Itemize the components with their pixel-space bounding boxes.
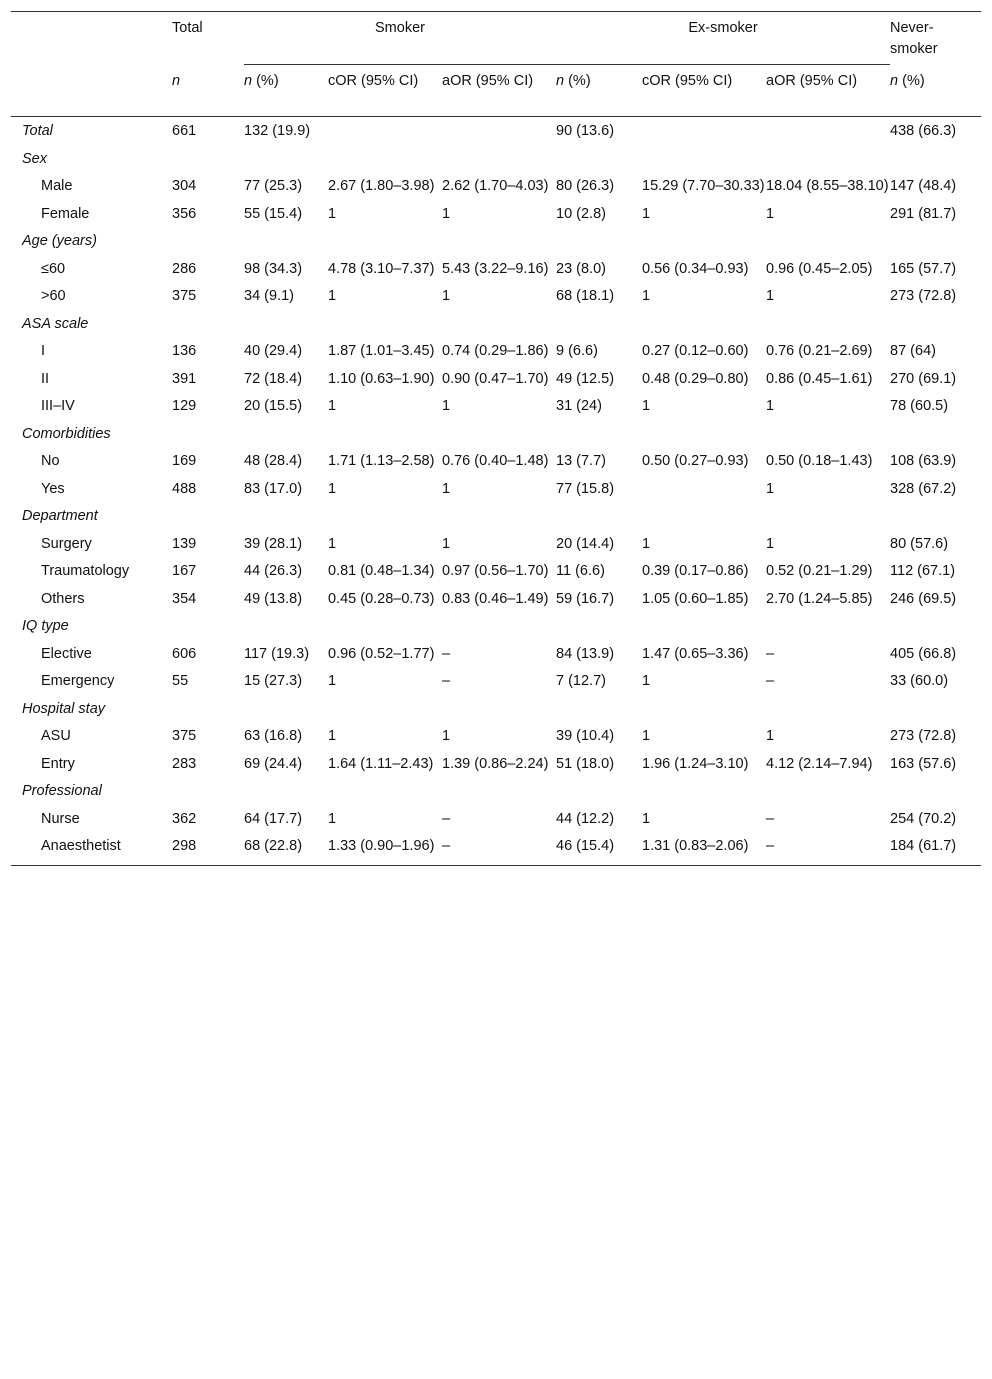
table-cell: 10 (2.8) — [556, 205, 606, 222]
table-cell: 1.87 (1.01–3.45) — [328, 343, 435, 359]
table-cell: 169 — [172, 453, 197, 469]
table-cell: 63 (16.8) — [244, 728, 303, 744]
table-header — [11, 12, 981, 117]
table-cell: 0.81 (0.48–1.34) — [328, 563, 435, 579]
table-cell: 254 (70.2) — [890, 810, 957, 827]
table-cell: 87 (64) — [890, 343, 936, 359]
table-cell: 40 (29.4) — [244, 343, 303, 359]
table-cell: 0.52 (0.21–1.29) — [766, 563, 873, 579]
table-cell: 136 — [172, 343, 197, 359]
table-cell: 283 — [172, 755, 197, 772]
table-cell: 1.05 (0.60–1.85) — [642, 590, 749, 607]
row-label: I — [41, 343, 46, 359]
table-cell: 356 — [172, 205, 197, 222]
table-cell: 64 (17.7) — [244, 810, 303, 827]
header-smoker: Smoker — [244, 12, 556, 65]
header-exsmoker-aor: aOR (95% CI) — [766, 73, 858, 89]
header-total: Total — [172, 20, 203, 36]
table-row — [11, 722, 981, 750]
table-cell: 51 (18.0) — [556, 755, 615, 772]
row-label: Others — [41, 590, 85, 607]
table-cell: 1 — [442, 480, 451, 497]
table-cell: 165 (57.7) — [890, 260, 957, 277]
row-label: Total — [22, 123, 53, 139]
results-table-container — [11, 11, 981, 866]
table-cell: 1 — [328, 535, 337, 552]
table-cell: 59 (16.7) — [556, 590, 615, 607]
table-cell: 139 — [172, 535, 197, 552]
table-cell: 0.27 (0.12–0.60) — [642, 343, 749, 359]
table-row — [11, 392, 981, 420]
table-cell: 0.74 (0.29–1.86) — [442, 343, 549, 359]
table-cell: 1 — [328, 480, 337, 497]
header-smoker-cor: cOR (95% CI) — [328, 73, 419, 89]
table-cell: 55 (15.4) — [244, 205, 303, 222]
table-cell: 0.45 (0.28–0.73) — [328, 590, 435, 607]
table-cell: 661 — [172, 123, 197, 139]
table-cell: 48 (28.4) — [244, 453, 303, 469]
results-table — [11, 11, 981, 866]
table-cell: 1 — [766, 480, 775, 497]
table-cell: 4.78 (3.10–7.37) — [328, 260, 435, 277]
row-label: Yes — [41, 480, 65, 497]
table-cell: 78 (60.5) — [890, 398, 949, 414]
table-cell: 68 (22.8) — [244, 838, 303, 854]
table-row — [11, 805, 981, 833]
table-row — [11, 200, 981, 228]
table-row — [11, 585, 981, 613]
table-cell: 291 (81.7) — [890, 205, 957, 222]
table-cell: 132 (19.9) — [244, 123, 311, 139]
table-cell: 108 (63.9) — [890, 453, 957, 469]
table-cell: 15.29 (7.70–30.33) — [642, 178, 765, 194]
table-cell: 44 (12.2) — [556, 810, 615, 827]
table-cell: 375 — [172, 728, 197, 744]
table-row — [11, 172, 981, 200]
table-cell: 84 (13.9) — [556, 645, 615, 662]
table-body — [11, 117, 981, 866]
header-never-smoker: Never-smoker — [890, 20, 938, 57]
table-cell: 7 (12.7) — [556, 673, 606, 689]
table-cell: 0.39 (0.17–0.86) — [642, 563, 749, 579]
table-row — [11, 640, 981, 668]
row-label: II — [41, 370, 50, 387]
table-cell: 1 — [442, 288, 451, 304]
table-row — [11, 832, 981, 865]
row-label: Elective — [41, 645, 92, 662]
table-cell: 0.86 (0.45–1.61) — [766, 370, 873, 387]
table-cell: 31 (24) — [556, 398, 602, 414]
table-cell: 80 (26.3) — [556, 178, 615, 194]
header-smoker-n-pct: n (%) — [244, 73, 279, 89]
group-row — [11, 310, 981, 338]
table-cell: 39 (10.4) — [556, 728, 615, 744]
group-label: Hospital stay — [22, 700, 106, 717]
group-label: Comorbidities — [22, 425, 111, 442]
row-label: Emergency — [41, 673, 115, 689]
group-row — [11, 695, 981, 723]
table-cell: 23 (8.0) — [556, 260, 606, 277]
table-cell: 0.83 (0.46–1.49) — [442, 590, 549, 607]
table-cell: 1 — [766, 398, 775, 414]
table-cell: 1.96 (1.24–3.10) — [642, 755, 749, 772]
group-label: Sex — [22, 150, 47, 167]
table-cell: 0.56 (0.34–0.93) — [642, 260, 749, 277]
table-row — [11, 557, 981, 585]
table-cell: 286 — [172, 260, 197, 277]
table-cell: 0.50 (0.27–0.93) — [642, 453, 749, 469]
table-cell: 49 (12.5) — [556, 370, 615, 387]
table-cell: 270 (69.1) — [890, 370, 957, 387]
table-cell: – — [766, 838, 775, 854]
table-cell: 0.50 (0.18–1.43) — [766, 453, 873, 469]
table-cell: 55 — [172, 673, 189, 689]
table-cell: 13 (7.7) — [556, 453, 606, 469]
group-row — [11, 420, 981, 448]
table-cell: 1 — [766, 288, 775, 304]
row-label: Entry — [41, 755, 75, 772]
table-cell: 77 (15.8) — [556, 480, 615, 497]
table-cell: 129 — [172, 398, 197, 414]
row-label: ≤60 — [41, 260, 66, 277]
row-label: Anaesthetist — [41, 838, 121, 854]
table-row — [11, 282, 981, 310]
table-cell: 1.71 (1.13–2.58) — [328, 453, 435, 469]
table-cell: 117 (19.3) — [244, 645, 310, 662]
group-label: Department — [22, 508, 98, 524]
table-cell: 4.12 (2.14–7.94) — [766, 755, 873, 772]
group-row — [11, 612, 981, 640]
table-cell: 1 — [642, 288, 651, 304]
table-cell: 1.33 (0.90–1.96) — [328, 838, 435, 854]
row-label: Surgery — [41, 535, 92, 552]
row-label: Nurse — [41, 810, 80, 827]
table-cell: – — [766, 673, 775, 689]
header-blank-2 — [11, 65, 172, 117]
row-label: III–IV — [41, 398, 75, 414]
table-cell: 112 (67.1) — [890, 563, 956, 579]
table-cell: 72 (18.4) — [244, 370, 303, 387]
table-cell: 20 (14.4) — [556, 535, 615, 552]
table-cell: 1.31 (0.83–2.06) — [642, 838, 749, 854]
table-row — [11, 365, 981, 393]
table-cell: 0.76 (0.21–2.69) — [766, 343, 873, 359]
group-label: Age (years) — [22, 233, 97, 249]
table-cell: 2.70 (1.24–5.85) — [766, 590, 873, 607]
table-cell: 1 — [328, 398, 337, 414]
table-cell — [328, 117, 442, 145]
table-cell: 39 (28.1) — [244, 535, 303, 552]
table-cell: 167 — [172, 563, 197, 579]
table-cell: – — [442, 810, 451, 827]
table-cell: 488 — [172, 480, 197, 497]
header-exsmoker: Ex-smoker — [556, 12, 890, 65]
row-label: Male — [41, 178, 73, 194]
table-cell: 375 — [172, 288, 197, 304]
table-cell — [766, 117, 890, 145]
header-exsmoker-cor: cOR (95% CI) — [642, 73, 733, 89]
row-label: No — [41, 453, 60, 469]
table-cell: 1.64 (1.11–2.43) — [328, 755, 434, 772]
table-cell: 1 — [642, 673, 651, 689]
table-cell: 0.97 (0.56–1.70) — [442, 563, 549, 579]
header-never-n-pct: n (%) — [890, 72, 925, 89]
table-cell: 33 (60.0) — [890, 673, 949, 689]
table-cell: 1.47 (0.65–3.36) — [642, 645, 749, 662]
table-cell: 1 — [442, 398, 451, 414]
table-cell: – — [766, 810, 775, 827]
table-cell: 391 — [172, 370, 197, 387]
header-exsmoker-n-pct: n (%) — [556, 73, 591, 89]
table-cell: 1 — [442, 728, 451, 744]
table-cell: 1 — [442, 535, 451, 552]
table-cell: 83 (17.0) — [244, 480, 303, 497]
header-n: n — [172, 72, 181, 89]
table-cell: 1 — [766, 535, 775, 552]
table-cell: 1 — [766, 205, 775, 222]
header-smoker-aor: aOR (95% CI) — [442, 73, 534, 89]
table-cell: 1 — [642, 535, 651, 552]
table-cell: 1 — [766, 728, 775, 744]
table-cell: 68 (18.1) — [556, 288, 615, 304]
table-row — [11, 117, 981, 145]
table-cell: 1 — [642, 205, 651, 222]
table-cell — [442, 117, 556, 145]
table-cell: 46 (15.4) — [556, 838, 615, 854]
table-cell: 304 — [172, 178, 197, 194]
table-cell: 5.43 (3.22–9.16) — [442, 260, 549, 277]
table-row — [11, 447, 981, 475]
table-row — [11, 530, 981, 558]
table-cell: – — [442, 673, 451, 689]
table-cell: 328 (67.2) — [890, 480, 957, 497]
table-cell: 9 (6.6) — [556, 343, 598, 359]
table-cell: 18.04 (8.55–38.10) — [766, 178, 889, 194]
table-cell: 98 (34.3) — [244, 260, 303, 277]
table-cell: 1.39 (0.86–2.24) — [442, 755, 549, 772]
table-cell: 1 — [328, 728, 337, 744]
table-cell: 15 (27.3) — [244, 673, 303, 689]
table-cell: 20 (15.5) — [244, 398, 303, 414]
group-row — [11, 502, 981, 530]
group-label: ASA scale — [22, 315, 89, 332]
table-cell: 1 — [328, 205, 337, 222]
table-cell: 1 — [328, 673, 337, 689]
table-cell: 163 (57.6) — [890, 755, 957, 772]
table-cell: 354 — [172, 590, 197, 607]
table-cell — [642, 117, 766, 145]
table-cell: 44 (26.3) — [244, 563, 303, 579]
header-blank — [11, 12, 172, 65]
table-cell: 298 — [172, 838, 197, 854]
table-cell: 69 (24.4) — [244, 755, 303, 772]
table-cell: 80 (57.6) — [890, 535, 949, 552]
group-row — [11, 145, 981, 173]
table-cell: 2.67 (1.80–3.98) — [328, 178, 435, 194]
table-cell: 246 (69.5) — [890, 590, 957, 607]
group-row — [11, 777, 981, 805]
table-cell: 0.76 (0.40–1.48) — [442, 453, 549, 469]
row-label: ASU — [41, 728, 71, 744]
table-cell: 147 (48.4) — [890, 178, 957, 194]
table-row — [11, 750, 981, 778]
table-cell: 0.90 (0.47–1.70) — [442, 370, 549, 387]
row-label: >60 — [41, 288, 66, 304]
table-cell: 1.10 (0.63–1.90) — [328, 370, 435, 387]
table-cell: 1 — [642, 728, 651, 744]
table-cell: 90 (13.6) — [556, 123, 615, 139]
table-cell: 405 (66.8) — [890, 645, 957, 662]
table-cell: 1 — [642, 398, 651, 414]
table-row — [11, 475, 981, 503]
table-cell: 77 (25.3) — [244, 178, 303, 194]
table-cell: 0.48 (0.29–0.80) — [642, 370, 749, 387]
table-cell: 606 — [172, 645, 197, 662]
table-row — [11, 255, 981, 283]
table-cell: 0.96 (0.52–1.77) — [328, 645, 435, 662]
table-cell: 34 (9.1) — [244, 288, 294, 304]
table-cell: 11 (6.6) — [556, 563, 605, 579]
table-cell: 1 — [328, 810, 337, 827]
table-row — [11, 337, 981, 365]
table-cell: 362 — [172, 810, 197, 827]
table-row — [11, 667, 981, 695]
table-cell: 438 (66.3) — [890, 123, 957, 139]
table-cell: 1 — [442, 205, 451, 222]
group-label: Professional — [22, 783, 102, 799]
table-cell: 49 (13.8) — [244, 590, 303, 607]
table-cell: 273 (72.8) — [890, 728, 957, 744]
table-cell: – — [442, 645, 451, 662]
table-cell: 184 (61.7) — [890, 838, 957, 854]
table-cell: 0.96 (0.45–2.05) — [766, 260, 873, 277]
table-cell: 2.62 (1.70–4.03) — [442, 178, 549, 194]
table-cell — [642, 475, 766, 503]
group-row — [11, 227, 981, 255]
table-cell: 1 — [642, 810, 651, 827]
table-cell: 1 — [328, 288, 337, 304]
table-cell: – — [442, 838, 451, 854]
table-cell: 273 (72.8) — [890, 288, 957, 304]
table-cell: – — [766, 645, 775, 662]
row-label: Traumatology — [41, 563, 130, 579]
row-label: Female — [41, 205, 90, 222]
group-label: IQ type — [22, 618, 69, 634]
